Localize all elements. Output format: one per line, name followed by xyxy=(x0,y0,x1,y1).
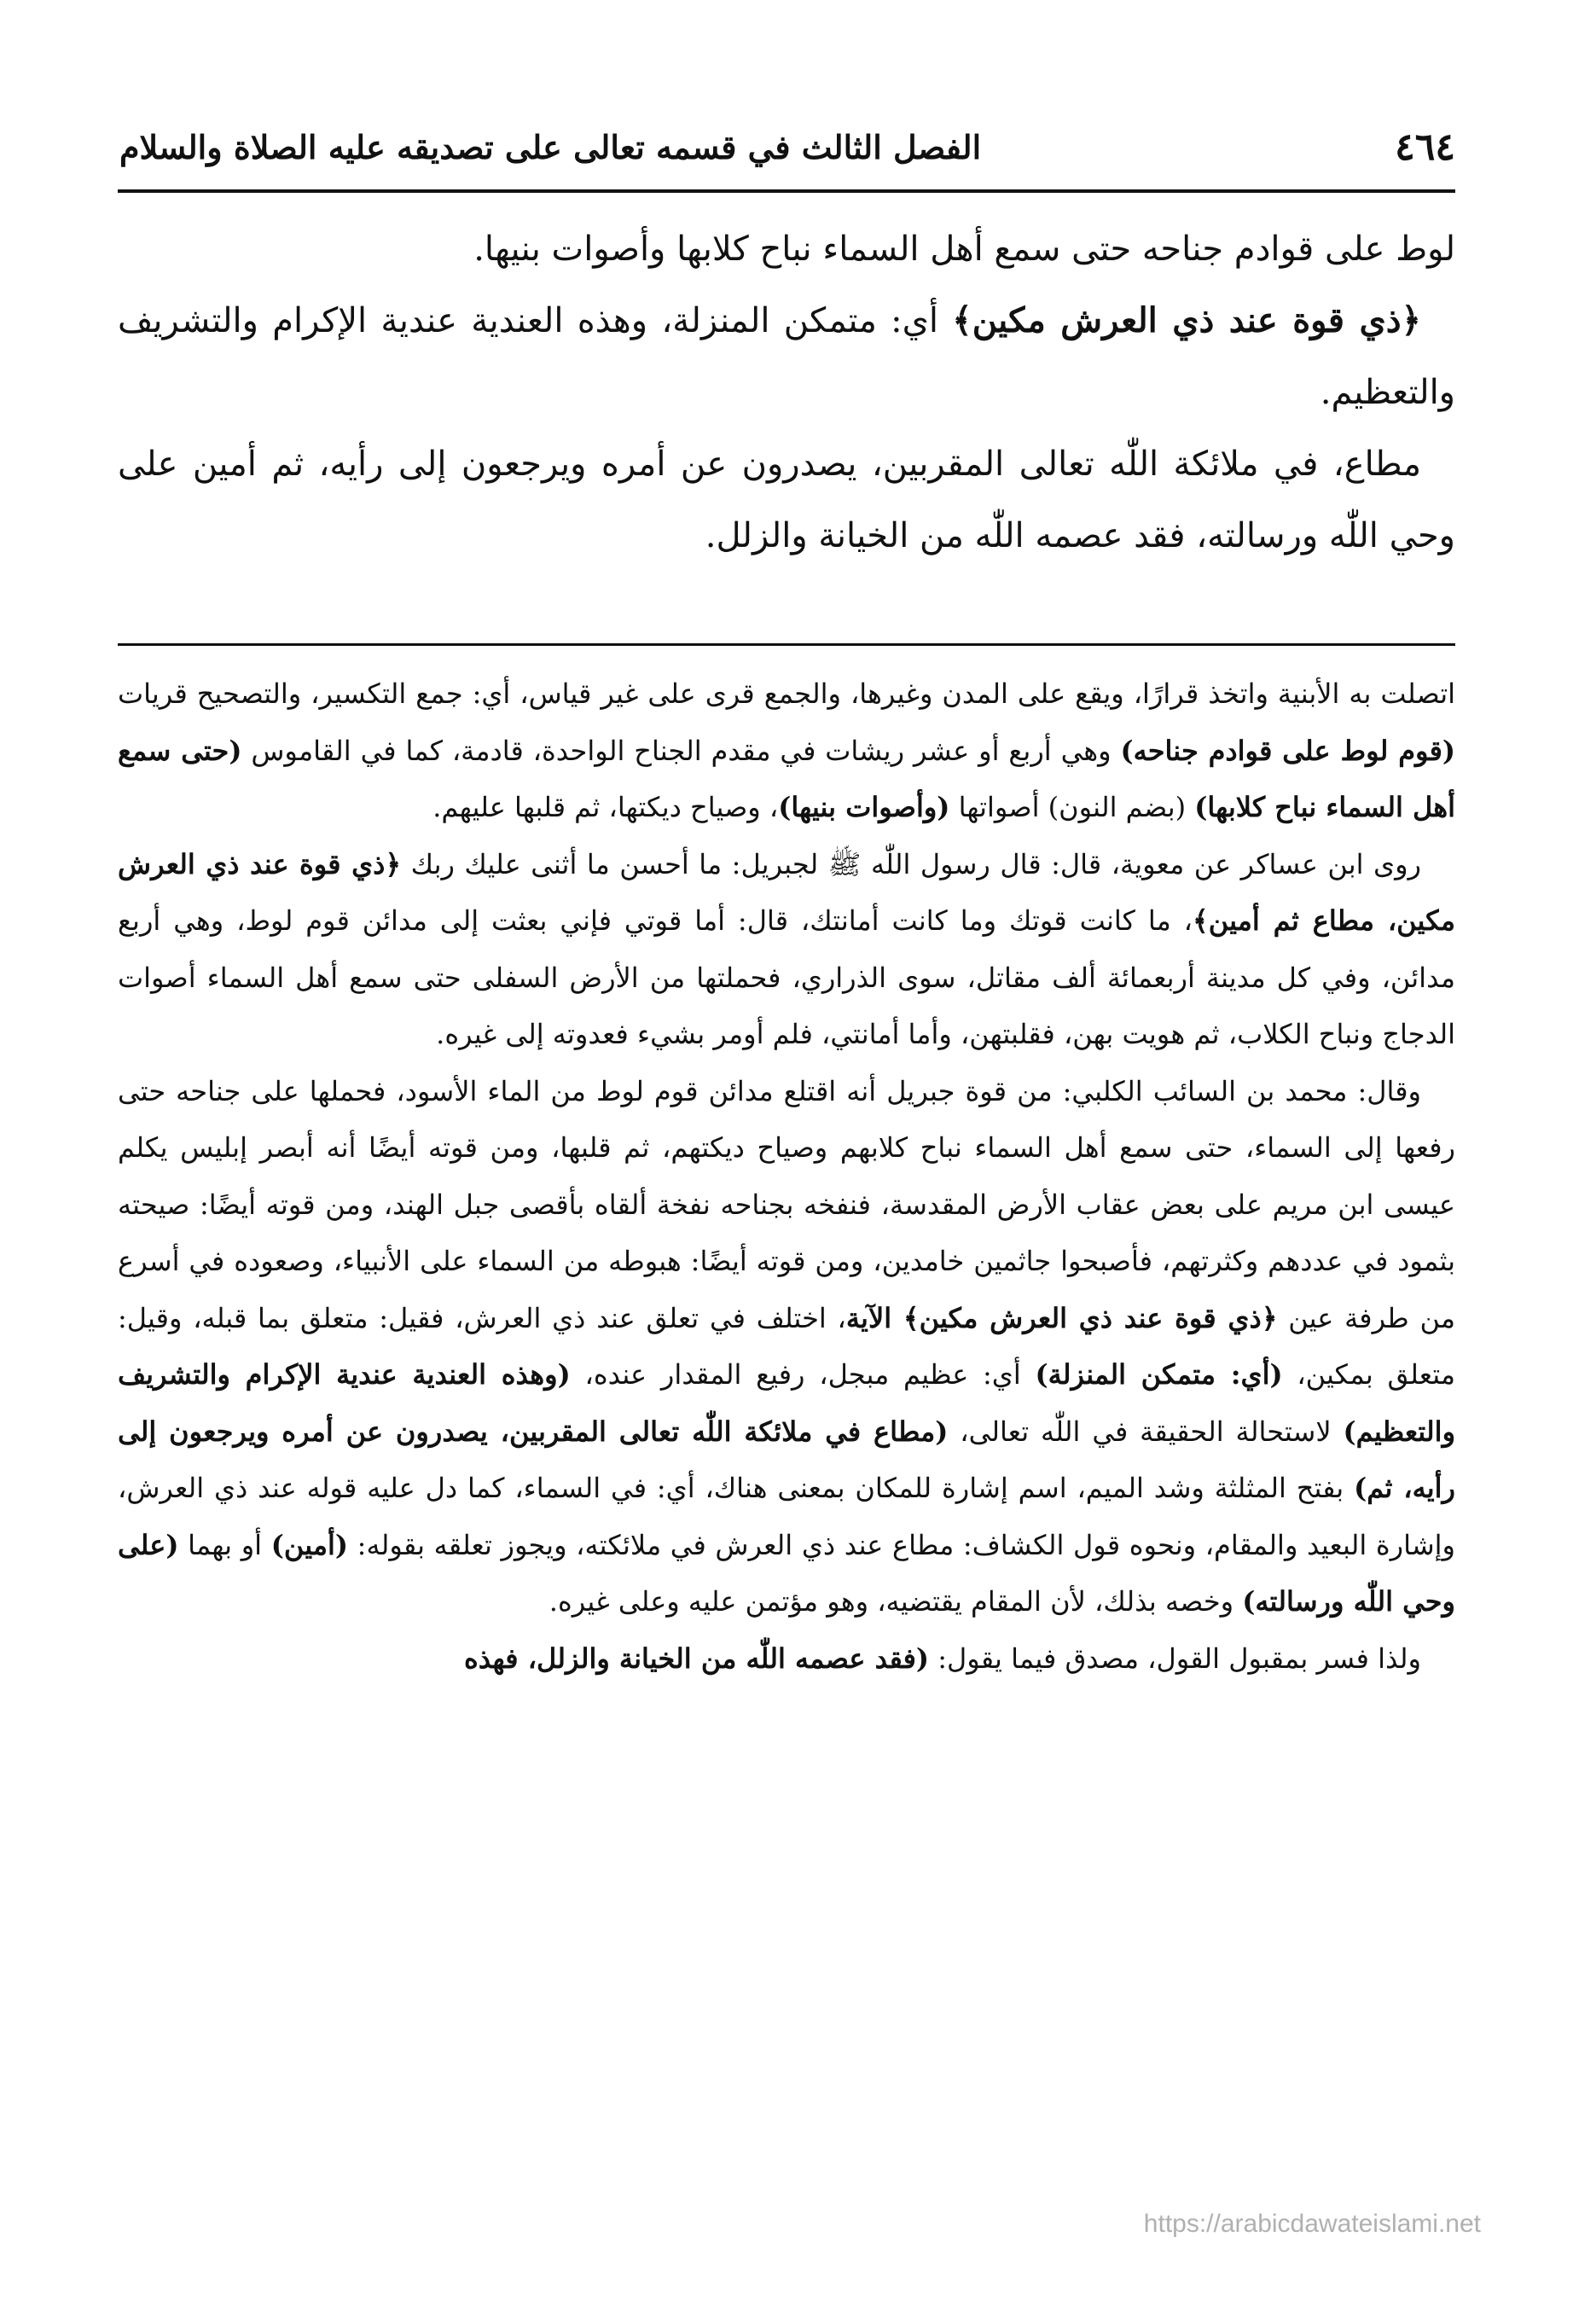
commentary-text: ، ما كانت قوتك وما كانت أمانتك، قال: أما قوتي فإني بعثت إلى مدائن قوم لوط، وهي أربع مدائن، وفي كل مدينة أربعمائة ألف مقاتل، سوى الذراري، فحملتها من الأرض السفلى حتى سمع أهل السماء أصوات الدجاج ونباح الكلاب، ثم هويت بهن، فقلبتهن، وأما أمانتي، فلم أومر بشيء فعدوته إلى غيره. xyxy=(118,904,1456,1050)
commentary-text: لاستحالة الحقيقة في اللّٰه تعالى، xyxy=(948,1415,1344,1448)
commentary-quote: (مطاع في ملائكة اللّٰه تعالى المقربين، يصدرون عن أمره ويرجعون إلى رأيه، ثم) xyxy=(118,1415,1456,1504)
commentary-text: روى ابن عساكر عن معوية، قال: قال رسول اللّٰه ﷺ لجبريل: ما أحسن ما أثنى عليك ربك xyxy=(401,847,1422,880)
commentary-rule xyxy=(118,643,1455,646)
commentary-paragraph-4 xyxy=(118,1630,1455,1688)
commentary-text: ، اختلف في تعلق عند ذي العرش، فقيل: متعلق بما قبله، وقيل: متعلق بمكين، xyxy=(118,1301,1456,1391)
main-paragraph-3: مطاع، في ملائكة اللّٰه تعالى المقربين، يصدرون عن أمره ويرجعون إلى رأيه، ثم أمين على وحي اللّٰه ورسالته، فقد عصمه اللّٰه من الخيانة والزلل. xyxy=(118,444,1455,555)
commentary-quote: (فقد عصمه اللّٰه من الخيانة والزلل، فهذه xyxy=(463,1641,930,1675)
main-paragraph-2-text: أي: متمكن المنزلة، وهذه العندية عندية الإكرام والتشريف والتعظيم. xyxy=(118,301,1455,412)
main-paragraph-1: لوط على قوادم جناحه حتى سمع أهل السماء نباح كلابها وأصوات بنيها. xyxy=(473,229,1455,269)
commentary-quote: (وأصوات بنيها) xyxy=(778,791,950,823)
commentary-paragraph-1 xyxy=(118,665,1455,836)
commentary-text: أي: عظيم مبجل، رفيع المقدار عنده، xyxy=(570,1358,1036,1391)
quranic-verse: ﴿ذي قوة عند ذي العرش مكين﴾ xyxy=(952,300,1421,340)
commentary-text: ولذا فسر بمقبول القول، مصدق فيما يقول: xyxy=(929,1641,1421,1675)
commentary-text: بفتح المثلثة وشد الميم، اسم إشارة للمكان بمعنى هناك، أي: في السماء، كما دل عليه قوله عند ذي العرش، وإشارة البعيد والمقام، ونحوه قول الكشاف: مطاع عند ذي العرش في ملائكته، ويجوز تعلقه بقوله: xyxy=(118,1472,1456,1561)
page-number: ٤٦٤ xyxy=(1395,125,1455,169)
main-text xyxy=(118,213,1455,572)
commentary-text: اتصلت به الأبنية واتخذ قرارًا، ويقع على المدن وغيرها، والجمع قرى على غير قياس، أي: جمع التكسير، والتصحيح قريات xyxy=(118,677,1455,710)
main-paragraph-2 xyxy=(118,285,1455,428)
commentary-text: وخصه بذلك، لأن المقام يقتضيه، وهو مؤتمن عليه وعلى غيره. xyxy=(549,1585,1243,1618)
watermark-url: https://arabicdawateislami.net xyxy=(1143,2210,1481,2238)
commentary-quote: (قوم لوط على قوادم جناحه) xyxy=(1120,734,1456,767)
commentary-quote: (وهذه العندية عندية الإكرام والتشريف والتعظيم) xyxy=(118,1358,1456,1448)
commentary-quote: (على وحي اللّٰه ورسالته) xyxy=(118,1528,1455,1618)
commentary-quote: (أمين) xyxy=(270,1528,349,1561)
quranic-verse: ﴿ذي قوة عند ذي العرش مكين﴾ الآية xyxy=(845,1301,1278,1334)
header-rule xyxy=(118,189,1455,193)
commentary-quote: (أي: متمكن المنزلة) xyxy=(1035,1358,1283,1391)
commentary-paragraph-3 xyxy=(118,1063,1455,1630)
commentary-text: أو بهما xyxy=(178,1528,271,1561)
commentary xyxy=(118,665,1455,1687)
commentary-text: وهي أربع أو عشر ريشات في مقدم الجناح الواحدة، قادمة، كما في القاموس xyxy=(241,734,1121,767)
page-header xyxy=(119,113,1455,181)
commentary-text: وقال: محمد بن السائب الكلبي: من قوة جبريل أنه اقتلع مدائن قوم لوط من الماء الأسود، فحملها على جناحه حتى رفعها إلى السماء، حتى سمع أهل السماء نباح كلابهم وصياح ديكتهم، ثم قلبها، ومن قوته أيضًا أنه أبصر إبليس يكلم عيسى ابن مريم على بعض عقاب الأرض المقدسة، فنفخه بجناحه نفخة ألقاه بأقصى جبل الهند، ومن قوته أيضًا: صيحته بثمود في عددهم وكثرتهم، فأصبحوا جاثمين خامدين، ومن قوته أيضًا: هبوطه من السماء على الأنبياء، وصعوده في أسرع من طرفة عين xyxy=(118,1074,1456,1334)
running-title: الفصل الثالث في قسمه تعالى على تصديقه عليه الصلاة والسلام xyxy=(119,127,982,166)
commentary-text: ، وصياح ديكتها، ثم قلبها عليهم. xyxy=(432,791,779,823)
quranic-verse: ﴿ذي قوة عند ذي العرش مكين، مطاع ثم أمين﴾ xyxy=(118,847,1456,937)
commentary-quote: (حتى سمع أهل السماء نباح كلابها) xyxy=(118,734,1455,823)
commentary-paragraph-2 xyxy=(118,836,1455,1063)
commentary-text: (بضم النون) أصواتها xyxy=(949,791,1195,823)
